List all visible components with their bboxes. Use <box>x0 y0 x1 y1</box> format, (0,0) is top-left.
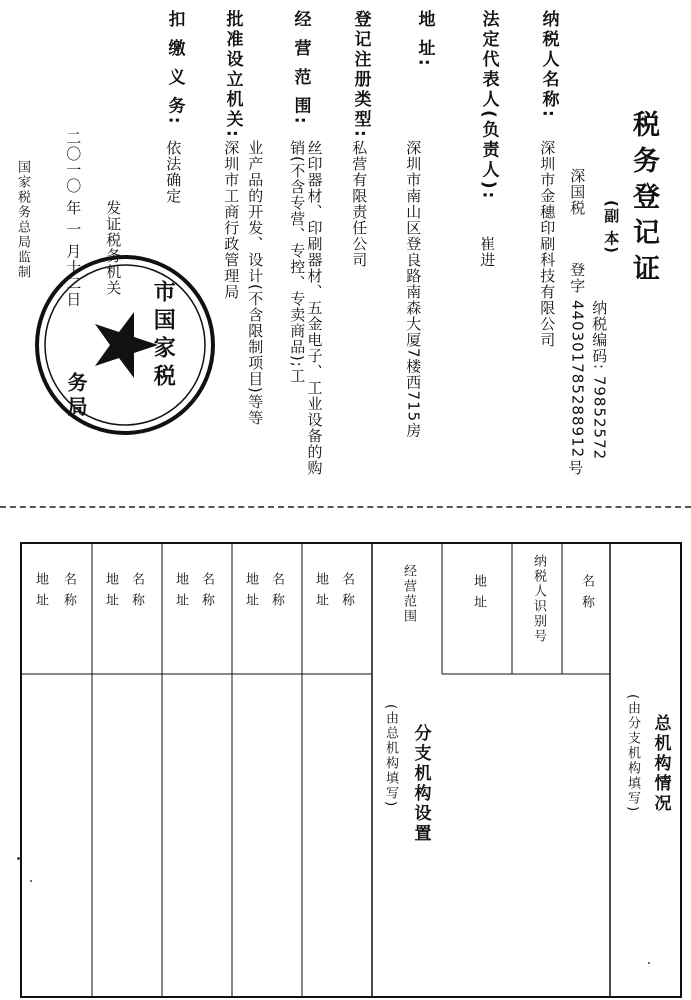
field-label-address: 地 址: <box>414 10 435 69</box>
hq-row-address: 地 址 <box>470 574 486 611</box>
branch-address-label: 地 址 <box>242 572 258 609</box>
branch-name-label: 名 称 <box>268 572 284 609</box>
hq-row-name: 名 称 <box>578 574 594 611</box>
certificate-subtitle: (副 本) <box>602 200 621 254</box>
field-label-business-scope: 经 营 范 围: <box>290 10 311 127</box>
field-value-address: 深圳市南山区登良路南森大厦7楼西715房 <box>404 140 423 439</box>
hq-row-business-scope: 经营范围 <box>400 564 416 624</box>
field-value-legal-rep: 崔进 <box>478 236 497 268</box>
branch-table-subtitle: (由总机构填写) <box>382 704 398 809</box>
scan-speck <box>648 962 650 964</box>
branch-address-label: 地 址 <box>172 572 188 609</box>
issue-date: 二〇一〇 年 一 月十二日 <box>64 130 83 308</box>
scan-speck <box>17 857 20 860</box>
hq-row-taxpayer-id: 纳税人识别号 <box>530 554 546 644</box>
official-seal-icon <box>30 250 220 440</box>
branch-table-title: 分支机构设置 <box>410 724 431 844</box>
branch-address-label: 地 址 <box>102 572 118 609</box>
field-value-business-scope-1: 丝印器材、印刷器材、五金电子、工业设备的购销(不含专营、专控、专卖商品);工 <box>288 140 324 476</box>
issuing-authority: 发证税务机关 <box>104 200 123 296</box>
hq-table-title: 总机构情况 <box>650 714 671 814</box>
branch-name-label: 名 称 <box>198 572 214 609</box>
supervisor-note: 国家税务总局监制 <box>14 160 30 280</box>
issuer-mark: 登字 <box>568 262 587 294</box>
field-value-withholding: 依法确定 <box>164 140 183 204</box>
field-value-business-scope-2: 业产品的开发、设计(不含限制项目)等等 <box>246 140 265 426</box>
field-value-taxpayer-name: 深圳市金穗印刷科技有限公司 <box>538 140 557 348</box>
field-label-withholding: 扣 缴 义 务: <box>164 10 185 127</box>
branch-info-table <box>20 542 682 998</box>
seal-bottom-text: 务局 <box>64 372 88 420</box>
certificate-title: 税务登记证 <box>628 110 660 290</box>
branch-address-label: 地 址 <box>312 572 328 609</box>
table-grid <box>22 544 680 996</box>
field-value-approving-authority: 深圳市工商行政管理局 <box>222 140 241 300</box>
branch-name-label: 名 称 <box>128 572 144 609</box>
registration-number: 440301785288912 <box>568 300 587 459</box>
field-label-taxpayer-name: 纳税人名称: <box>538 10 559 120</box>
number-suffix: 号 <box>566 460 585 476</box>
field-value-registration-type: 私营有限责任公司 <box>350 140 369 268</box>
branch-address-label: 地 址 <box>32 572 48 609</box>
branch-name-label: 名 称 <box>338 572 354 609</box>
seal-top-text: 市国家税 <box>150 280 176 392</box>
field-label-approving-authority: 批准设立机关: <box>222 10 243 140</box>
field-label-legal-rep: 法定代表人(负责人): <box>478 10 499 202</box>
hq-table-subtitle: (由分支机构填写) <box>624 694 640 814</box>
perforation-line <box>0 506 691 508</box>
field-label-registration-type: 登记注册类型: <box>350 10 371 140</box>
branch-name-label: 名 称 <box>60 572 76 609</box>
scan-speck <box>30 880 32 882</box>
issuer-prefix: 深国税 <box>568 168 587 216</box>
tax-code-line: 纳税编码: 79852572 <box>590 300 609 461</box>
